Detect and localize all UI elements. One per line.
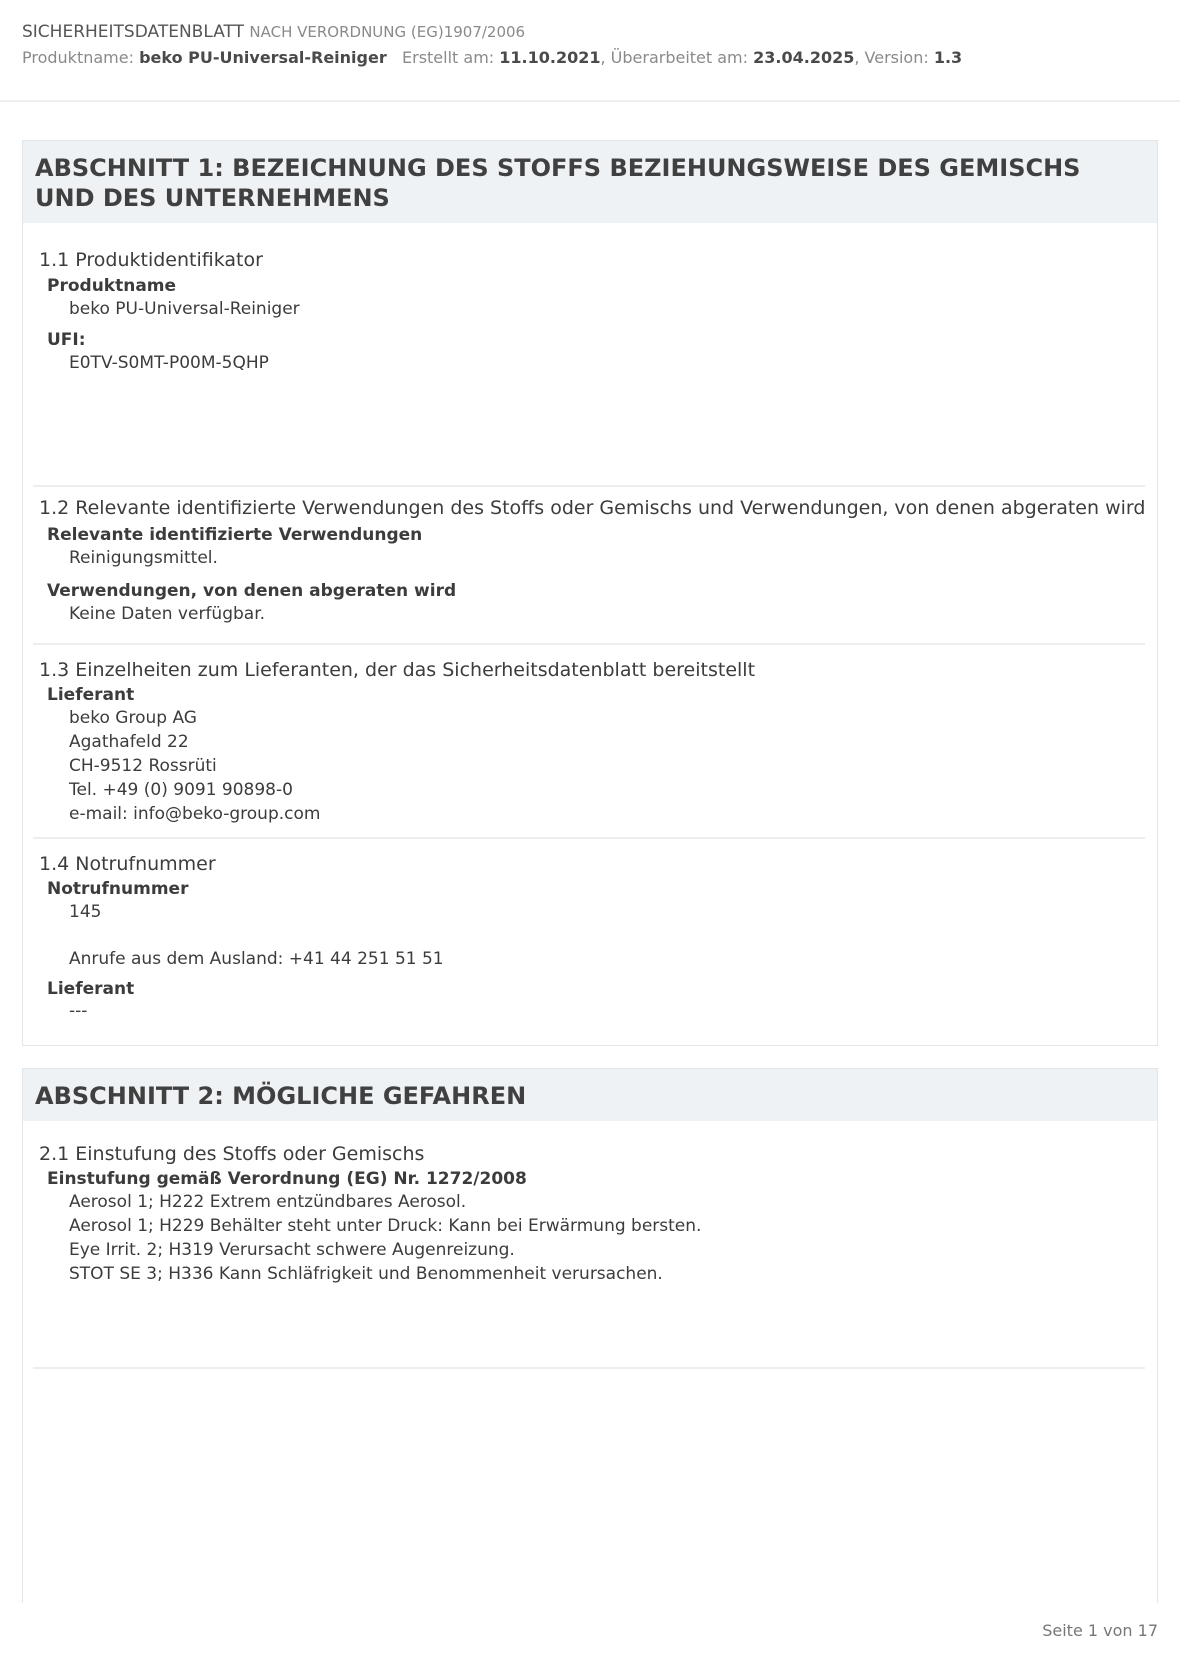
product-label: Produktname: — [22, 48, 134, 67]
identified-uses-label: Relevante identifizierte Verwendungen — [47, 525, 423, 545]
subsection-1-3-heading: 1.3 Einzelheiten zum Lieferanten, der das Sicherheitsdatenblatt bereitstellt — [39, 659, 756, 681]
version-number: 1.3 — [933, 48, 963, 67]
identified-uses-value: Reinigungsmittel. — [69, 548, 218, 568]
subsection-1-4 — [33, 839, 1145, 1039]
supplier-line: Tel. +49 (0) 9091 90898-0 — [69, 780, 293, 800]
document-meta-line — [22, 48, 962, 67]
section-2 — [22, 1068, 1158, 1603]
emergency-abroad-value: Anrufe aus dem Ausland: +41 44 251 51 51 — [69, 949, 444, 969]
advised-against-value: Keine Daten verfügbar. — [69, 604, 266, 624]
created-label: Erstellt am: — [402, 48, 495, 67]
document-title: SICHERHEITSDATENBLATT — [22, 22, 244, 42]
revised-date: 23.04.2025 — [753, 48, 855, 67]
emergency-number-value: 145 — [69, 902, 102, 922]
section-2-title: ABSCHNITT 2: MÖGLICHE GEFAHREN — [23, 1069, 1157, 1121]
subsection-1-1-heading: 1.1 Produktidentifikator — [39, 249, 263, 271]
revised-label: , Überarbeitet am: — [600, 48, 749, 67]
classification-line: Aerosol 1; H229 Behälter steht unter Druck: Kann bei Erwärmung bersten. — [69, 1216, 702, 1236]
document-title-line — [22, 22, 525, 42]
subsection-1-1 — [33, 221, 1145, 487]
supplier-label: Lieferant — [47, 685, 135, 705]
regulation-reference: NACH VERORDNUNG (EG)1907/2006 — [249, 23, 526, 41]
subsection-1-2-heading: 1.2 Relevante identifizierte Verwendungen des Stoffs oder Gemischs und Verwendungen, von denen abgeraten wird — [39, 497, 1146, 519]
section-1-title: ABSCHNITT 1: BEZEICHNUNG DES STOFFS BEZIEHUNGSWEISE DES GEMISCHS UND DES UNTERNEHMENS — [23, 141, 1157, 223]
subsection-2-1 — [33, 1121, 1145, 1369]
product-name-label: Produktname — [47, 276, 177, 296]
version-label: , Version: — [854, 48, 929, 67]
classification-label: Einstufung gemäß Verordnung (EG) Nr. 1272/2008 — [47, 1169, 527, 1189]
section-1 — [22, 140, 1158, 1046]
product-name: beko PU-Universal-Reiniger — [139, 48, 387, 67]
ufi-label: UFI: — [47, 330, 86, 350]
subsection-2-1-heading: 2.1 Einstufung des Stoffs oder Gemischs — [39, 1143, 425, 1165]
supplier-line: beko Group AG — [69, 708, 197, 728]
advised-against-label: Verwendungen, von denen abgeraten wird — [47, 581, 457, 601]
created-date: 11.10.2021 — [499, 48, 601, 67]
classification-line: STOT SE 3; H336 Kann Schläfrigkeit und Benommenheit verursachen. — [69, 1264, 663, 1284]
supplier-line: Agathafeld 22 — [69, 732, 189, 752]
supplier-line: CH-9512 Rossrüti — [69, 756, 217, 776]
subsection-1-4-heading: 1.4 Notrufnummer — [39, 853, 216, 875]
document-header — [0, 0, 1180, 102]
supplier-email[interactable]: e-mail: info@beko-group.com — [69, 804, 321, 824]
emergency-supplier-label: Lieferant — [47, 979, 135, 999]
page-number: Seite 1 von 17 — [1042, 1621, 1158, 1640]
classification-line: Aerosol 1; H222 Extrem entzündbares Aerosol. — [69, 1192, 467, 1212]
classification-line: Eye Irrit. 2; H319 Verursacht schwere Augenreizung. — [69, 1240, 515, 1260]
product-name-value: beko PU-Universal-Reiniger — [69, 299, 300, 319]
emergency-number-label: Notrufnummer — [47, 879, 189, 899]
subsection-1-3 — [33, 645, 1145, 839]
ufi-value: E0TV-S0MT-P00M-5QHP — [69, 353, 269, 373]
emergency-supplier-value: --- — [69, 1001, 88, 1021]
subsection-1-2 — [33, 487, 1145, 645]
